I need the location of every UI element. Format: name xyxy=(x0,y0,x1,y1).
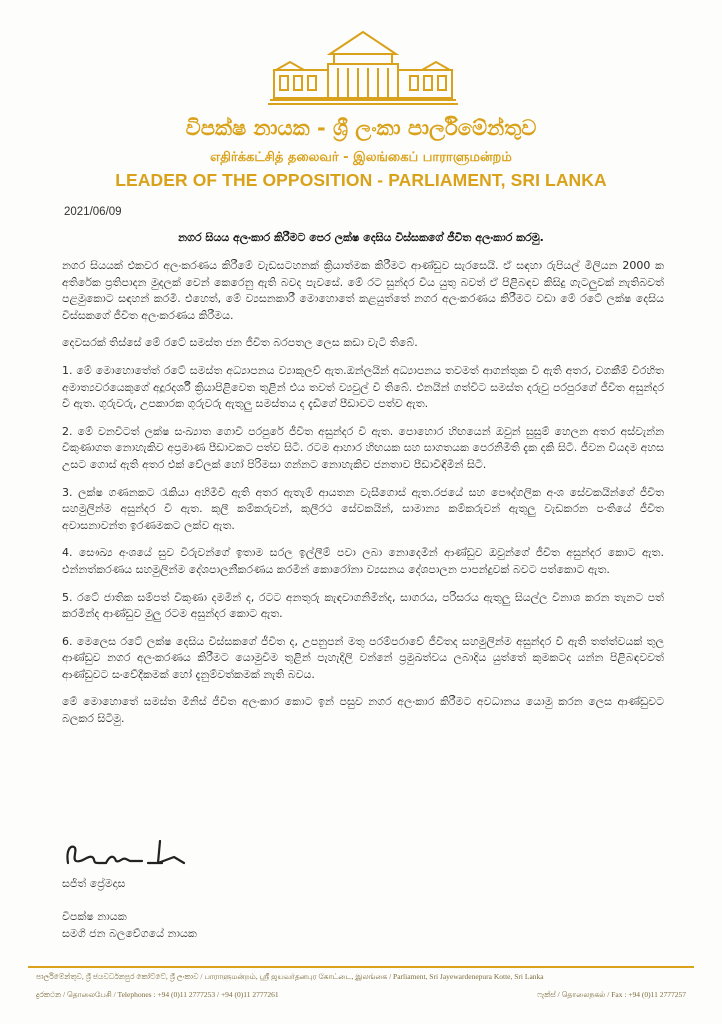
body-paragraph: 5. රටේ ජාතික සම්පත් විකුණා දමමින් ද, රටට අනතුරු කැඳවාගනිමින්ද, සාගරය, පරිසරය ඇතුලු සියල්ල විනාශ කරන තැනට පත් කරමින්ද ආණ්ඩුව මුලු රටම අසුන්දර කොට ඇත. xyxy=(62,590,664,621)
footer-divider xyxy=(28,966,694,968)
body-paragraph: 3. ලක්ෂ ගණනකට රැකියා අහිමිවී ඇති අතර ඇතැම් ආයතන වැසීගොස් ඇත.රජයේ සහ පෞද්ගලික අංශ සේවකයින්ගේ ජීවිත සහමුලින්ම අසුන්දර වී ඇත. කුලී කම්කරුවන්, කුලීරථ සේවකයින්, සාමාන්‍ය කම්කරුවන් ඇතුලු වැඩකරන පංතියේ ජීවිත අවාසනාවන්ත ඉරණමකට ලක්ව ඇත. xyxy=(62,485,664,532)
letter-title: නගර සියය අලංකාර කිරීමට පෙර ලක්ෂ දෙසිය විස්සකගේ ජීවිත අලංකාර කරමු. xyxy=(178,231,544,244)
footer-telephones: දුරකථන / தொலைபேசி / Telephones : +94 (0)11 2777253 / +94 (0)11 2777261 xyxy=(36,990,279,999)
parliament-building-icon xyxy=(268,24,458,106)
letterhead-title-english: LEADER OF THE OPPOSITION - PARLIAMENT, SRI LANKA xyxy=(115,170,607,190)
handwritten-signature xyxy=(62,833,192,873)
body-paragraph: දෙවසරක් තිස්සේ මේ රටේ සමස්ත ජන ජීවිත බරපතල ලෙස කඩා වැටී තිබේ. xyxy=(62,336,418,350)
letter-date: 2021/06/09 xyxy=(64,206,122,218)
body-paragraph: 2. මේ වනවිටත් ලක්ෂ සංඛ්‍යාත ගොවි පරපුරේ ජීවිත අසුන්දර වී ඇත. පොහොර හිඟයෙන් ඔවුන් සුසුම් හෙලන අතර අස්වැන්න විකුණාගත නොහැකිව අප්‍රමාණ පීඩාවකට පත්ව සිටී. රටම ආහාර හිඟයක සහ සාගතයක පෙරනිමිති දැක දකි සිටී. ජීවන වියදම අහස උසට ගොස් ඇති අතර එක් වේලක් හෝ පිරිමසා ගන්නට නොහැකිව ජනතාව පීඩාවිඳිමින් සිටී. xyxy=(62,424,664,471)
body-paragraph: නගර සියයක් එකවර අලංකරණය කිරීමේ වැඩසටහනක් ක්‍රියාත්මක කිරීමට ආණ්ඩුව සැරසෙයි. ඒ සඳහා රුපියල් මිලියන 2000 ක අතිරේක ප්‍රතිපාදන මුදලක් වෙන් කෙරෙනු ඇති බවද පැවසේ. මේ රට සුන්දර විය යුතු බවත් ඒ පිළිබඳව කිසිදු ගැටලුවක් නැතිබවත් පළමුකොට සඳහන් කරමි. එහෙත්, මේ ව්‍යසනකාරී මොහොතේ කළයුත්තේ නගර අලංකරණය කිරීමට වඩා මේ රටේ ලක්ෂ දෙසිය විස්සකගේ ජීවිත අලංකරණය කිරීමය. xyxy=(62,259,664,322)
letterhead-title-tamil: எதிர்க்கட்சித் தலைவர் - இலங்கைப் பாராளுமன்றம் xyxy=(210,150,512,165)
letterhead-title-sinhala: විපක්ෂ නායක - ශ්‍රී ලංකා පාර්ලිමේන්තුව xyxy=(185,116,537,140)
footer-contacts xyxy=(36,990,686,1002)
body-paragraph: 4. සෞඛ්‍ය අංශයේ සුව විරුවන්ගේ ඉතාම සරල ඉල්ලීම් පවා ලබා නොදෙමින් ආණ්ඩුව ඔවුන්ගේ ජීවිත අසුන්දර කොට ඇත. එන්නත්කරණය සහමුලින්ම දේශපාලනීකරණය කරමින් කොරෝනා ව්‍යසනය දේශපාලන පාපන්දුවක් බවට පත්කොට ඇත. xyxy=(62,546,664,576)
body-paragraph: මේ මොහොතේ සමස්ත මිනිස් ජීවිත අලංකාර කොට ඉන් පසුව නගර අලංකාර කිරීමට අවධානය යොමු කරන ලෙස ආණ්ඩුවට බලකර සිටිමු. xyxy=(62,695,664,726)
signatory-title: විපක්ෂ නායක xyxy=(62,910,127,923)
signatory-title: සමගි ජන බලවේගයේ නායක xyxy=(62,927,197,940)
footer-address: පාර්ලිමේන්තුව, ශ්‍රී ජයවර්ධනපුර කෝට්ටේ, ශ්‍රී ලංකාව / பாராளுமன்றம், ஸ்ரீ ஜயவர்தனபுர கோட்டை, இலங்கை / Parliament, Sri Jayewardenepura Kotte, Sri Lanka xyxy=(36,972,544,981)
footer-fax: ෆැක්ස් / தொலைநகல் / Fax : +94 (0)11 2777257 xyxy=(537,990,686,999)
letter-body xyxy=(62,258,664,739)
signatory-name: සජිත් ප්‍රේමදාස xyxy=(62,877,126,890)
body-paragraph: 6. මෙලෙස රටේ ලක්ෂ දෙසිය විස්සකගේ ජීවිත ද, උපනුපන් මතු පරම්පරාවේ ජීවිතද සහමුලින්ම අසුන්දර වී ඇති තත්ත්වයක් තුල ආණ්ඩුව නගර අලංකරණය කිරීමට යොමුවීම තුළින් පැහැදිලි වන්නේ ප්‍රමුඛත්වය ලබාදිය යුත්තේ කුමකටද යන්න පිළිබඳවවත් ආණ්ඩුවට සංවේදීකමක් හෝ දැනුම්වත්කමක් නැති බවය. xyxy=(62,634,664,681)
body-paragraph: 1. මේ මොහොතේත් රටේ සමස්ත අධ්‍යාපනය ව්‍යාකූලව් ඇත.ඔන්ලයින් අධ්‍යාපනය තවමත් ආගන්තුක වී ඇති අතර, වගකීම් විරහිත අමාත්‍යවරයෙකුගේ අදූරදර්ශී ක්‍රියාපිළිවෙත තුළින් එය තවත් ව්‍යවුල් වී තිබේ. එනයින් ගත්විට සමස්ත දරුවු පරපුරගේ ජීවිත අසුන්දර වී ඇත. ගුරුවරු, උපකාරක ගුරුවරු ඇතුලු සමස්තය ද දැඩිගේ පීඩාවට පත්ව ඇත. xyxy=(62,363,664,411)
